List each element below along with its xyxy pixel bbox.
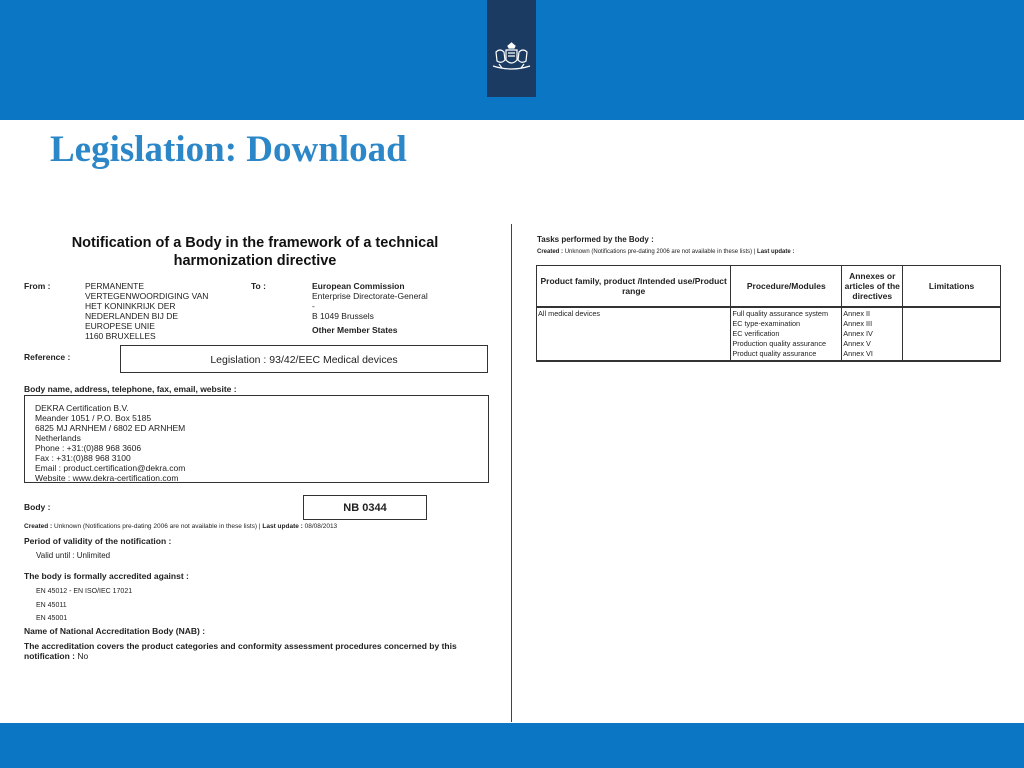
body-info-lines [35, 403, 185, 483]
to-other-states: Other Member States [312, 325, 398, 335]
body-info-line: Fax : +31:(0)88 968 3100 [35, 453, 131, 463]
annex-item: Annex IV [843, 329, 873, 338]
body-info-box [24, 395, 489, 483]
annexes-cell [842, 307, 903, 361]
created-line [24, 523, 337, 530]
footer-bar [0, 723, 1024, 768]
logo [487, 0, 536, 97]
last-update-label: Last update : [262, 523, 303, 530]
to-address [312, 281, 428, 335]
body-info-line: 6825 MJ ARNHEM / 6802 ED ARNHEM [35, 423, 186, 433]
body-info-line: Meander 1051 / P.O. Box 5185 [35, 413, 152, 423]
body-info-line: Netherlands [35, 433, 81, 443]
accredited-label: The body is formally accredited against : [24, 571, 189, 581]
procedure-item: EC verification [732, 329, 780, 338]
annex-item: Annex III [843, 319, 873, 328]
body-info-line: Website : www.dekra-certification.com [35, 473, 179, 483]
table-header-row [537, 266, 1001, 308]
column-header: Limitations [903, 266, 1001, 308]
procedure-item: EC type-examination [732, 319, 801, 328]
product-value: All medical devices [538, 309, 601, 318]
tasks-created-line [537, 249, 794, 255]
tasks-created-text: Unknown (Notifications pre-dating 2006 are not available in these lists) | [564, 249, 756, 255]
annex-item: Annex V [843, 339, 871, 348]
column-header: Product family, product /Intended use/Product range [537, 266, 731, 308]
nb-number: NB 0344 [343, 502, 387, 514]
created-text: Unknown (Notifications pre-dating 2006 are not available in these lists) | [54, 523, 261, 530]
tasks-created-label: Created : [537, 249, 564, 255]
column-divider [511, 224, 512, 722]
nb-box [303, 495, 427, 520]
coverage-label-2: notification : [24, 651, 75, 661]
coverage-value: No [77, 651, 89, 661]
from-label: From : [24, 281, 51, 291]
annex-item: Annex II [843, 309, 871, 318]
product-cell [537, 307, 731, 361]
validity-value: Valid until : Unlimited [36, 551, 111, 560]
accredited-list [36, 585, 132, 626]
procedure-item: Production quality assurance [732, 339, 827, 348]
royal-coat-of-arms-icon [490, 42, 533, 72]
to-line: European Commission [312, 281, 405, 291]
tasks-last-update-label: Last update : [757, 249, 795, 255]
procedure-item: Product quality assurance [732, 349, 817, 358]
from-line: 1160 BRUXELLES [85, 331, 156, 341]
nab-label: Name of National Accreditation Body (NAB) : [24, 626, 206, 636]
body-label: Body : [24, 502, 51, 512]
tasks-table [536, 265, 1001, 362]
created-label: Created : [24, 523, 53, 530]
body-info-line: Phone : +31:(0)88 968 3606 [35, 443, 142, 453]
procedures-cell [731, 307, 842, 361]
body-info-line: DEKRA Certification B.V. [35, 403, 129, 413]
annex-item: Annex VI [843, 349, 873, 358]
from-line: PERMANENTE [85, 281, 145, 291]
slide-title: Legislation: Download [50, 129, 407, 170]
to-line: Enterprise Directorate-General [312, 291, 428, 301]
reference-label: Reference : [24, 352, 71, 362]
from-line: EUROPESE UNIE [85, 321, 155, 331]
notification-title: Notification of a Body in the framework of a technical harmonization directive [71, 235, 439, 269]
column-header: Annexes or articles of the directives [842, 266, 903, 308]
last-update-value: 08/08/2013 [304, 523, 338, 530]
body-info-line: Email : product.certification@dekra.com [35, 463, 186, 473]
from-line: VERTEGENWOORDIGING VAN [85, 291, 209, 301]
coverage-label: The accreditation covers the product categories and conformity assessment procedures concerned by this [24, 641, 457, 651]
tasks-label: Tasks performed by the Body : [537, 235, 654, 244]
to-label: To : [251, 281, 266, 291]
limitations-cell [903, 307, 1001, 361]
accredited-item: EN 45001 [36, 615, 68, 622]
coverage-statement [24, 641, 457, 661]
reference-box [120, 345, 488, 373]
to-line: B 1049 Brussels [312, 311, 374, 321]
from-line: HET KONINKRIJK DER [85, 301, 176, 311]
procedure-item: Full quality assurance system [732, 309, 829, 318]
reference-value: Legislation : 93/42/EEC Medical devices [210, 354, 398, 366]
to-line: - [312, 301, 315, 311]
accredited-item: EN 45011 [36, 601, 67, 609]
from-line: NEDERLANDEN BIJ DE [85, 311, 179, 321]
table-row [537, 307, 1001, 361]
body-info-label: Body name, address, telephone, fax, email, website : [24, 384, 237, 394]
accredited-item: EN 45012 - EN ISO/IEC 17021 [36, 588, 133, 595]
column-header: Procedure/Modules [731, 266, 842, 308]
header-bar [0, 0, 1024, 120]
validity-label: Period of validity of the notification : [24, 536, 172, 546]
from-address [85, 281, 208, 341]
